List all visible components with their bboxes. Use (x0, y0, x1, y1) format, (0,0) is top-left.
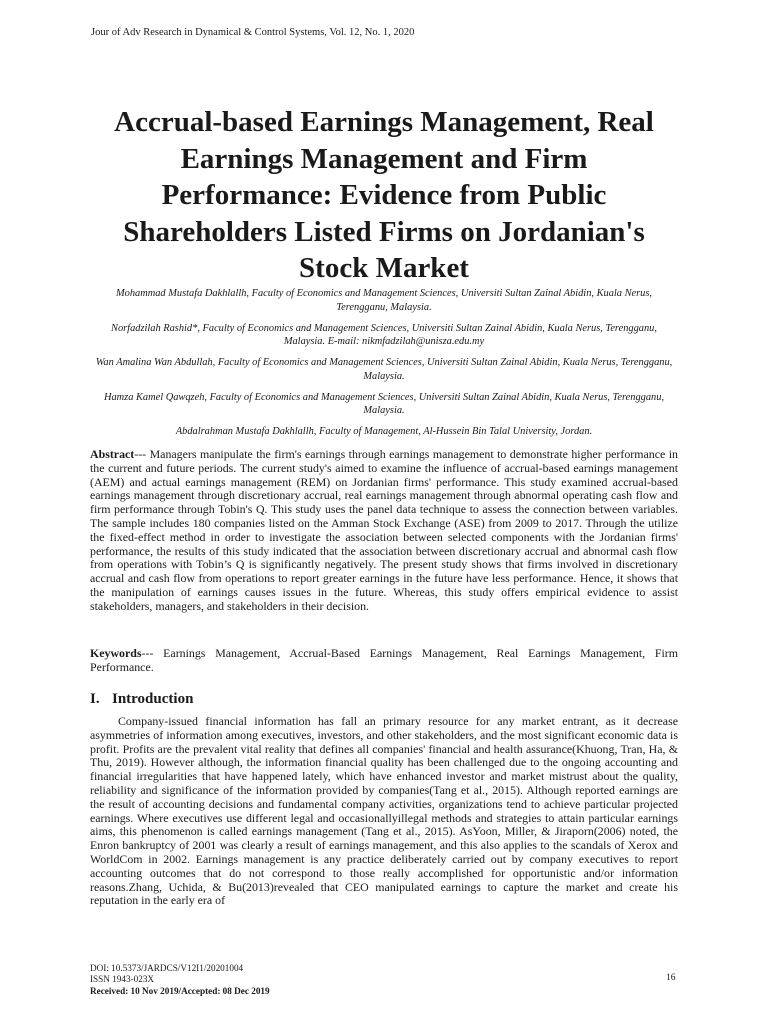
page-number: 16 (666, 973, 676, 983)
keywords-text: Earnings Management, Accrual-Based Earnings Management, Real Earnings Management, Firm Performance. (90, 646, 679, 674)
received-accepted-dates: Received: 10 Nov 2019/Accepted: 08 Dec 2019 (90, 985, 270, 996)
author-list (90, 287, 678, 446)
author-affiliation: Wan Amalina Wan Abdullah, Faculty of Economics and Management Sciences, Universiti Sultan Zainal Abidin, Kuala Nerus, Terengganu, Malaysia. (95, 357, 673, 382)
keywords-separator: --- (141, 646, 164, 660)
abstract (90, 448, 678, 614)
doi-text: DOI: 10.5373/JARDCS/V12I1/20201004 (90, 963, 244, 973)
journal-running-head: Jour of Adv Research in Dynamical & Control Systems, Vol. 12, No. 1, 2020 (91, 27, 415, 38)
author-affiliation: Norfadzilah Rashid*, Faculty of Economics and Management Sciences, Universiti Sultan Zainal Abidin, Kuala Nerus, Terengganu, Malaysia. E-mail: nikmfadzilah@unisza.edu.my (111, 322, 657, 347)
author-affiliation: Hamza Kamel Qawqzeh, Faculty of Economics and Management Sciences, Universiti Sultan Zainal Abidin, Kuala Nerus, Terengganu, Malaysia. (103, 391, 665, 416)
paper-title (70, 104, 698, 287)
title-line: Performance: Evidence from Public (161, 179, 607, 211)
title-line: Earnings Management and Firm (180, 142, 588, 175)
section-number: I. (90, 691, 100, 707)
author-affiliation: Mohammad Mustafa Dakhlallh, Faculty of Economics and Management Sciences, Universiti Sultan Zainal Abidin, Kuala Nerus, Terengganu, Malaysia. (115, 288, 653, 313)
title-line: Accrual-based Earnings Management, Real (114, 106, 654, 138)
abstract-separator: --- (134, 447, 150, 461)
introduction-paragraph: Company-issued financial information has fall an primary resource for any market entrant, as it decrease asymmetries of information among executives, investors, and other stakeholders, and the most significant economic data is profit. Profits are the prevalent vital reality that defines all companies' financial and health assurance(Khuong, Tran, Ha, & Thu, 2019). However although, the information financial quality has been challenged due to the ongoing accounting and financial irregularities that have happened lately, which have enhanced investor and market mistrust about the quality, reliability and significance of the information provided by companies(Tang et al., 2015). Although reported earnings are the result of accounting decisions and fundamental company activities, organizations tend to achieve particular projected earnings. Where executives use different legal and occasionallyillegal methods and strategies to attain particular earnings aims, this phenomenon is called earnings management (Tang et al., 2015). AsYoon, Miller, & Jiraporn(2006) noted, the Enron bankruptcy of 2001 was clearly a result of earnings management, and this also applies to the scandals of Xerox and WorldCom in 2002. Earnings management is any practice deliberately carried out by company executives to report accounting outcomes that do not correspond to those really accomplished for opportunistic and/or information reasons.Zhang, Uchida, & Bu(2013)revealed that CEO manipulated earnings to capture the market and create his reputation in the early era of (90, 714, 678, 908)
page-footer (90, 963, 270, 997)
title-line: Stock Market (299, 252, 469, 284)
keywords (90, 647, 678, 675)
section-title: Introduction (112, 691, 194, 707)
section-heading (90, 691, 193, 708)
keywords-label: Keywords (90, 646, 142, 660)
author-affiliation: Abdalrahman Mustafa Dakhlallh, Faculty of Management, Al-Hussein Bin Talal University, Jordan. (175, 426, 593, 437)
title-line: Shareholders Listed Firms on Jordanian's (123, 215, 645, 248)
abstract-text: Managers manipulate the firm's earnings through earnings management to demonstrate higher performance in the current and future periods. The current study's aimed to examine the influence of accrual-based earnings management (AEM) and actual earnings management (REM) on Jordanian firms' performance. This study examined accrual-based earnings management through discretionary accrual, real earnings management through abnormal operating cash flow and firm performance through Tobin's Q. This study uses the panel data technique to assess the connection between variables. The sample includes 180 companies listed on the Amman Stock Exchange (ASE) from 2009 to 2017. Through the utilize the fixed-effect method in order to investigate the association between selected components with the Jordanian firms' performance, the results of this study indicated that the association between discretionary accrual and abnormal cash flow from operations with Tobin’s Q is significantly negatively. The present study shows that firms involved in discretionary accrual and cash flow from operations to report greater earnings in the future have less performance. Hence, it shows that the manipulation of earnings causes issues in the future. Whereas, this study offers empirical evidence to assist stakeholders, managers, and stakeholders in their decision. (90, 447, 678, 613)
abstract-label: Abstract (90, 447, 135, 461)
issn-text: ISSN 1943-023X (90, 974, 155, 985)
